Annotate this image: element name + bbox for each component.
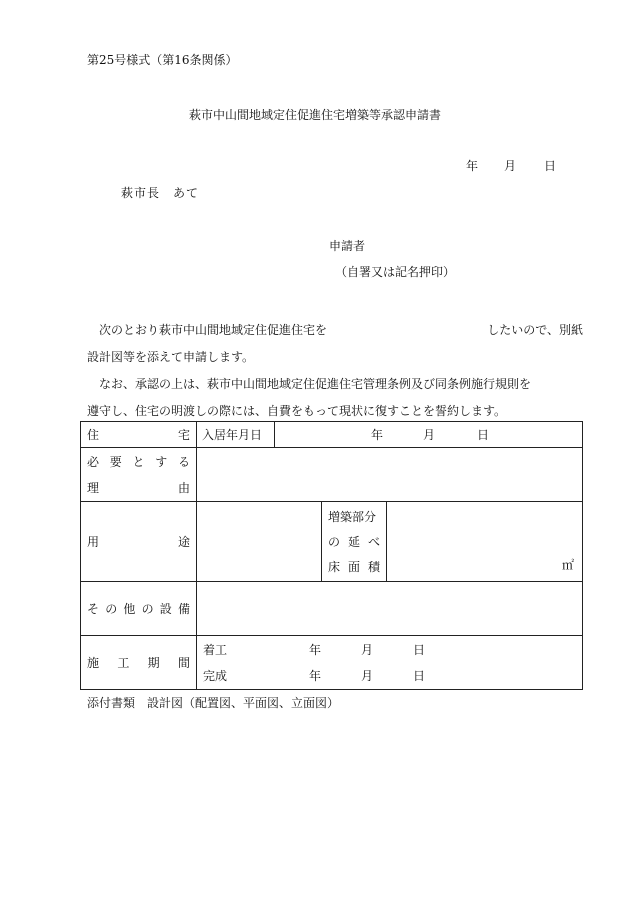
other-char: そ: [87, 601, 100, 616]
reason-char: 由: [177, 480, 190, 495]
row-reason: [81, 448, 583, 502]
usage-label-a: 用: [87, 534, 100, 549]
start-label: 着工: [203, 642, 228, 657]
end-month: 月: [361, 668, 374, 683]
start-year: 年: [309, 642, 322, 657]
start-day: 日: [413, 642, 426, 657]
house-label-b: 宅: [177, 427, 190, 442]
body-line-1-right: したいので、別紙: [487, 323, 583, 337]
construction-period-label-cell: [81, 636, 197, 690]
area-char: 積: [367, 559, 380, 574]
usage-label-cell: [81, 502, 197, 582]
period-char: 工: [117, 655, 130, 670]
other-char: 他: [123, 601, 136, 616]
construction-period-field[interactable]: [197, 636, 583, 690]
applicant-note: （自署又は記名押印）: [335, 265, 456, 279]
form-number: 第25号様式（第16条関係）: [87, 53, 238, 67]
move-in-month: 月: [423, 427, 436, 442]
document-title: 萩市中山間地域定住促進住宅増築等承認申請書: [188, 108, 441, 122]
period-char: 施: [87, 655, 100, 670]
row-house: [81, 422, 583, 448]
end-year: 年: [309, 668, 322, 683]
house-label-a: 住: [87, 427, 100, 442]
period-char: 間: [177, 655, 190, 670]
move-in-date-field[interactable]: [275, 422, 583, 448]
period-char: 期: [147, 655, 160, 670]
reason-char: 要: [109, 454, 122, 469]
date-line: [466, 160, 556, 172]
reason-char: と: [132, 454, 145, 469]
applicant-label: 申請者: [329, 239, 366, 253]
move-in-year: 年: [371, 427, 384, 442]
area-label-line-1: 増築部分: [328, 509, 377, 524]
end-label: 完成: [203, 668, 228, 683]
usage-label-b: 途: [177, 534, 190, 549]
body-text: [87, 317, 583, 425]
move-in-day: 日: [477, 427, 490, 442]
reason-char: 必: [87, 454, 100, 469]
area-char: 床: [328, 559, 341, 574]
row-other-equipment: [81, 582, 583, 636]
move-in-label: 入居年月日: [197, 422, 275, 448]
row-usage: [81, 502, 583, 582]
house-label-cell: [81, 422, 197, 448]
body-line-4: 遵守し、住宅の明渡しの際には、自費をもって現状に復すことを誓約します。: [87, 404, 507, 418]
end-line: [203, 670, 576, 682]
reason-label-line-1: [87, 456, 190, 468]
other-char: の: [105, 601, 118, 616]
date-day: 日: [544, 159, 557, 173]
area-char: の: [328, 534, 341, 549]
area-char: べ: [367, 534, 380, 549]
other-char: 備: [177, 601, 190, 616]
body-line-1-left: 次のとおり萩市中山間地域定住促進住宅を: [99, 323, 328, 337]
addressee: 萩市長 あて: [121, 186, 200, 200]
area-char: 面: [347, 559, 360, 574]
date-month: 月: [504, 159, 517, 173]
extension-area-field[interactable]: [387, 502, 583, 582]
start-month: 月: [361, 642, 374, 657]
extension-area-label-cell: [322, 502, 387, 582]
other-equipment-field[interactable]: [197, 582, 583, 636]
reason-char: す: [155, 454, 168, 469]
body-line-2: 設計図等を添えて申請します。: [87, 350, 255, 364]
reason-field[interactable]: [197, 448, 583, 502]
application-table: [80, 421, 583, 690]
row-construction-period: [81, 636, 583, 690]
area-label-line-2: [328, 536, 380, 548]
reason-char: 理: [87, 480, 100, 495]
end-day: 日: [413, 668, 426, 683]
reason-label-line-2: [87, 482, 190, 494]
usage-field[interactable]: [197, 502, 322, 582]
start-line: [203, 644, 576, 656]
area-char: 延: [347, 534, 360, 549]
date-year: 年: [466, 159, 479, 173]
other-char: 設: [159, 601, 172, 616]
attachments-note: 添付書類 設計図（配置図、平面図、立面図）: [87, 696, 340, 710]
other-equipment-label-cell: [81, 582, 197, 636]
body-line-3: なお、承認の上は、萩市中山間地域定住促進住宅管理条例及び同条例施行規則を: [99, 377, 532, 391]
area-unit: ㎡: [561, 558, 574, 572]
reason-label-cell: [81, 448, 197, 502]
reason-char: る: [177, 454, 190, 469]
other-char: の: [141, 601, 154, 616]
area-label-line-3: [328, 561, 380, 573]
